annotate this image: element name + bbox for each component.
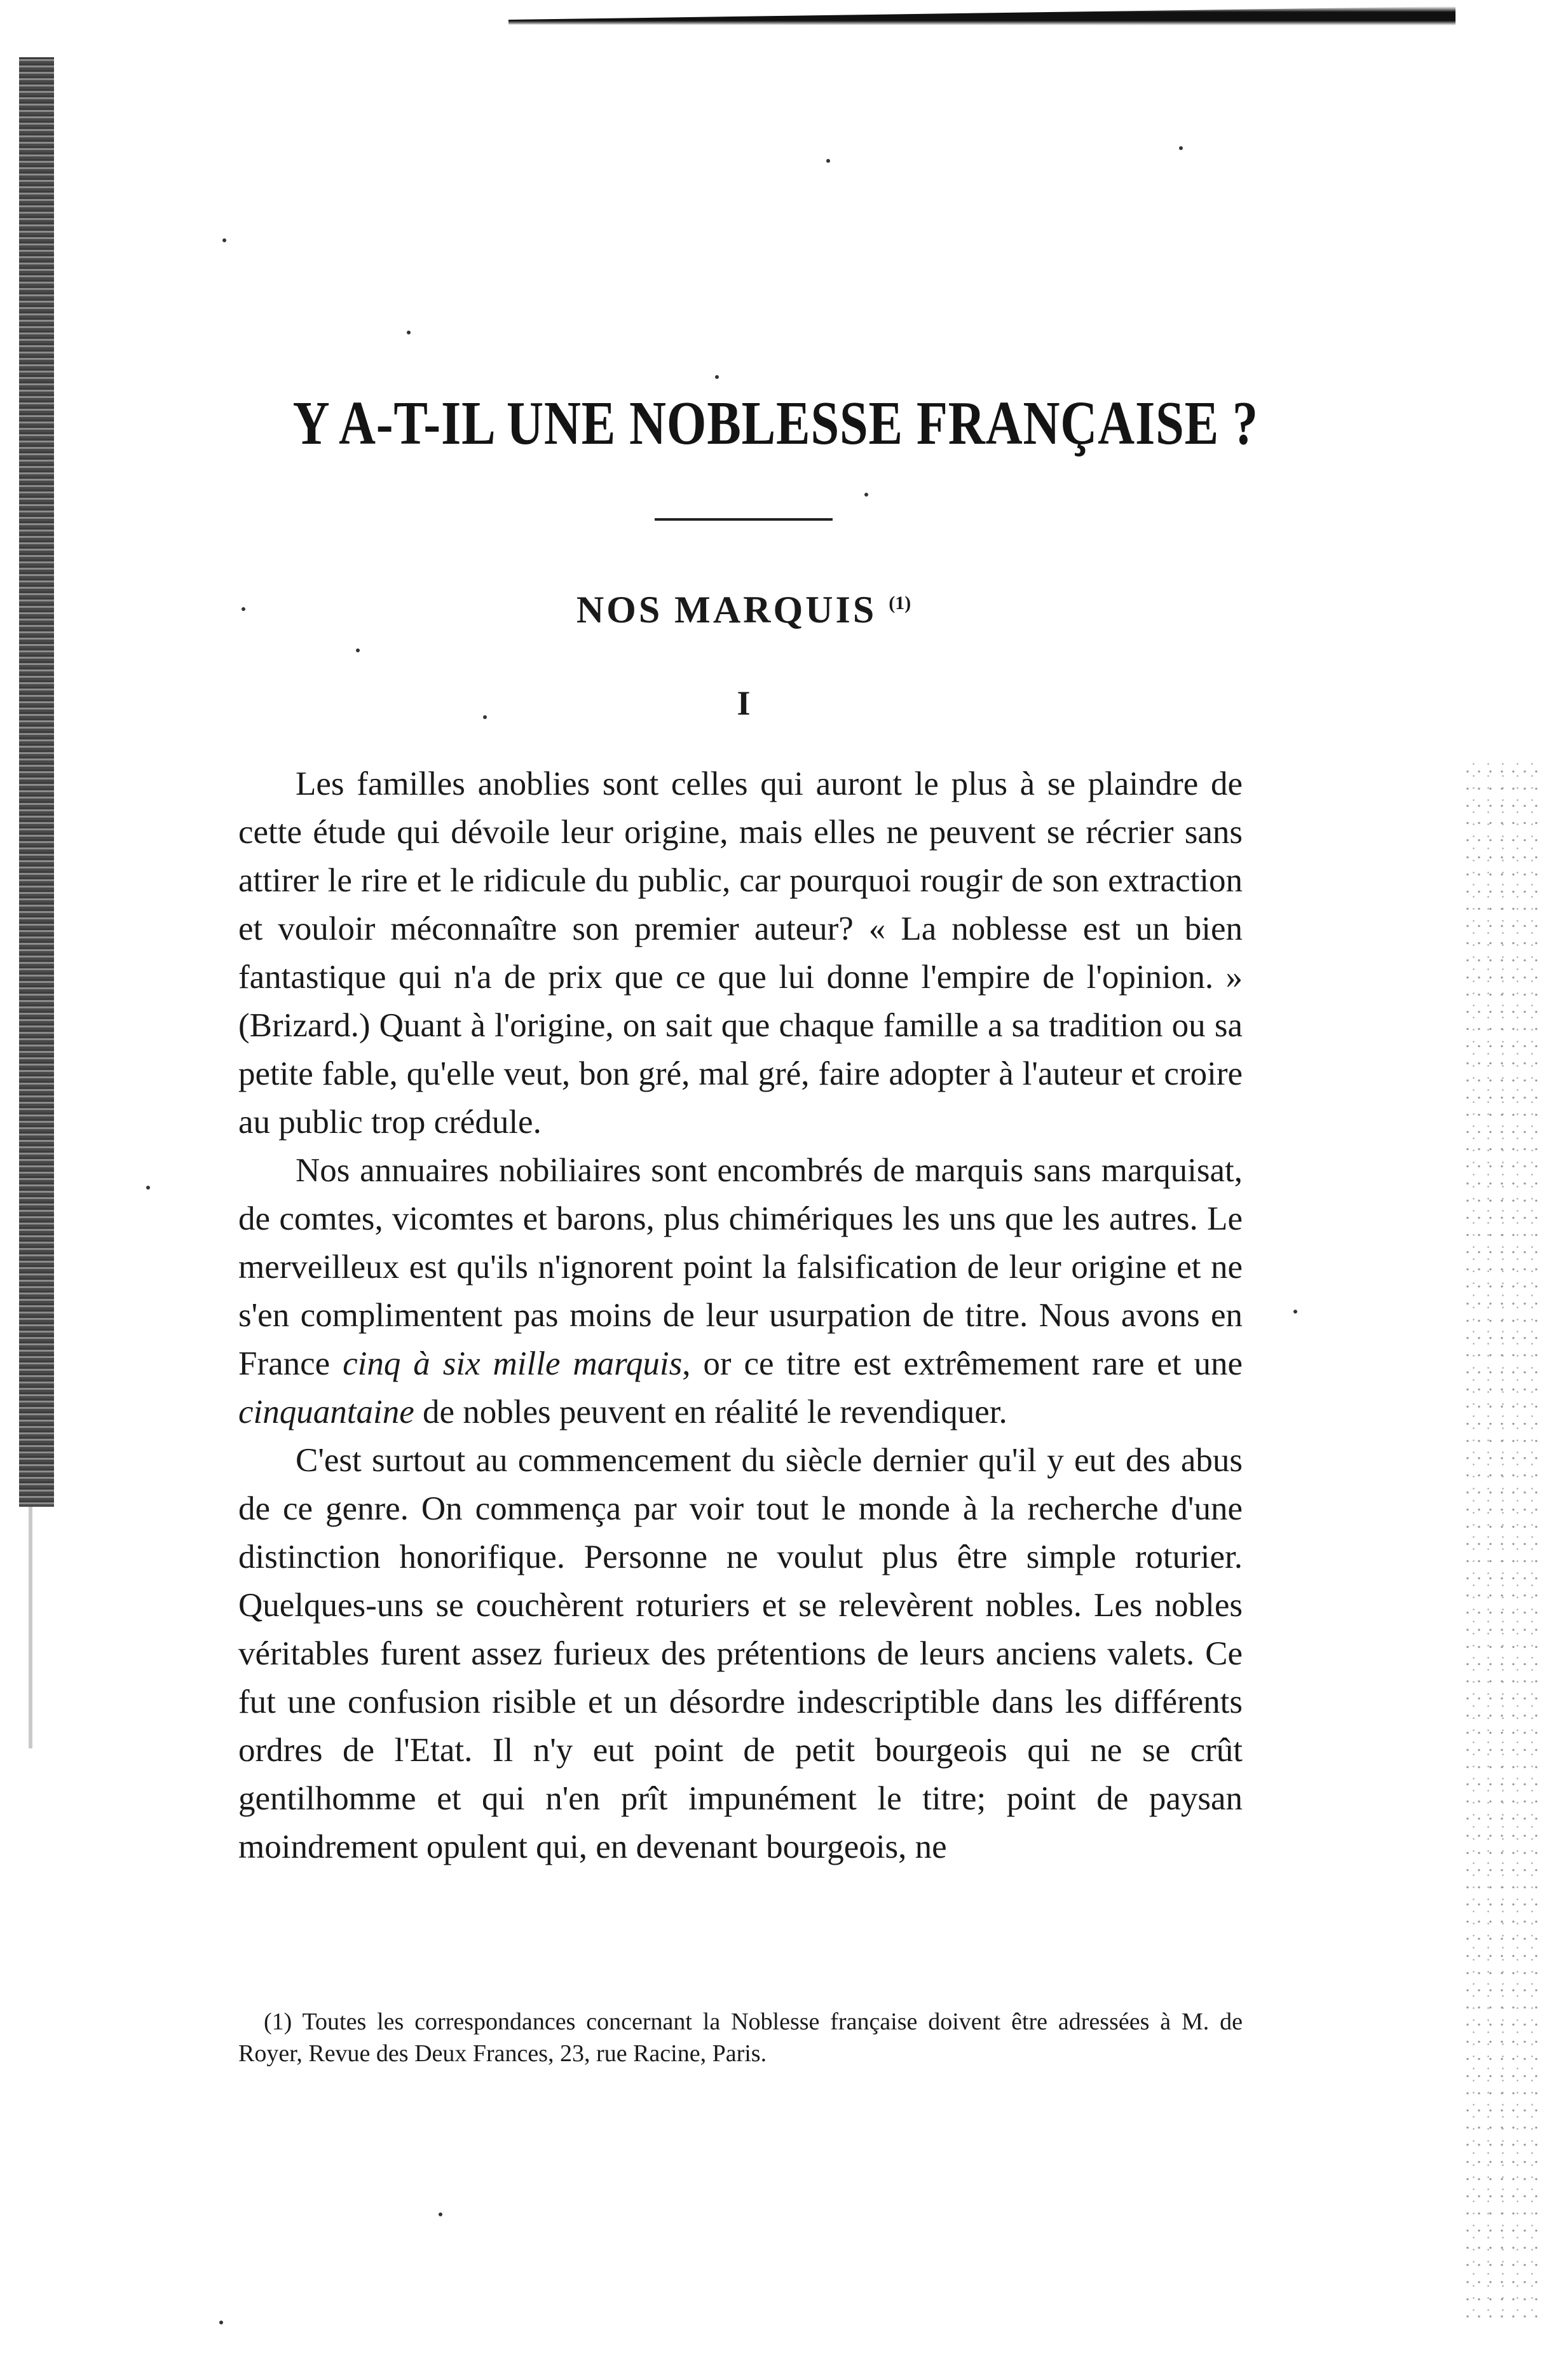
scan-speck — [1293, 1310, 1297, 1314]
title-divider — [655, 518, 833, 521]
right-edge-scan-noise — [1462, 763, 1544, 2321]
emphasized-text: cinq à six mille marquis — [343, 1345, 683, 1382]
scan-speck — [439, 2212, 442, 2216]
scan-speck — [356, 648, 360, 652]
paragraph-1: Les familles anoblies sont celles qui auront le plus à se plaindre de cette étude qui dévoile leur origine, mais elles ne peuvent se récrier sans attirer le rire et le ridicule du public, car pourquoi rougir de son extraction et vouloir méconnaître son premier auteur? « La noblesse est un bien fantastique qui n'a de prix que ce que lui donne l'empire de l'opinion. » (Brizard.) Quant à l'origine, on sait que chaque famille a sa tradition ou sa petite fable, qu'elle veut, bon gré, mal gré, faire adopter à l'auteur et croire au public trop crédule. — [238, 765, 1243, 1141]
scan-speck — [483, 715, 487, 719]
body-text — [238, 760, 1243, 1871]
scan-speck — [219, 2321, 223, 2324]
scan-speck — [864, 493, 868, 497]
section-title-text: NOS MARQUIS — [576, 589, 877, 631]
paragraph-3: C'est surtout au commencement du siècle dernier qu'il y eut des abus de ce genre. On commença par voir tout le monde à la recherche d'une distinction honorifique. Personne ne voulut plus être simple roturier. Quelques-uns se couchèrent roturiers et se relevèrent nobles. Les nobles véritables furent assez furieux des prétentions de leurs anciens valets. Ce fut une confusion risible et un désordre indescriptible dans les différents ordres de l'Etat. Il n'y eut point de petit bourgeois qui ne se crût gentilhomme et qui n'en prît impunément le titre; point de paysan moindrement opulent qui, en devenant bourgeois, ne — [238, 1442, 1243, 1865]
section-number: I — [737, 684, 751, 722]
left-binding-edge-fade — [29, 1507, 32, 1748]
scan-speck — [222, 238, 226, 242]
emphasized-text: cinquantaine — [238, 1394, 414, 1430]
scan-speck — [407, 331, 411, 334]
scan-speck — [1179, 146, 1183, 150]
scan-speck — [146, 1186, 150, 1190]
page-title: Y A-T-IL UNE NOBLESSE FRANÇAISE ? — [292, 389, 1258, 458]
scan-speck — [715, 375, 719, 379]
top-scan-rule — [508, 6, 1456, 25]
scan-speck — [826, 159, 830, 163]
left-binding-edge — [19, 57, 54, 1507]
footnote: (1) Toutes les correspondances concernant la Noblesse française doivent être adressées à M. de Royer, Revue des Deux Frances, 23, rue Racine, Paris. — [238, 2008, 1243, 2067]
section-title — [0, 588, 1487, 632]
section-footnote-marker: (1) — [889, 593, 911, 614]
paragraph-2: Nos annuaires nobiliaires sont encombrés de marquis sans marquisat, de comtes, vicomtes et barons, plus chimériques les uns que les autres. Le merveilleux est qu'ils n'ignorent point la falsification de leur origine et ne s'en complimentent pas moins de leur usurpation de titre. Nous avons en France cinq à six mille marquis, or ce titre est extrêmement rare et une cinquantaine de nobles peuvent en réalité le revendiquer. — [238, 1152, 1243, 1430]
